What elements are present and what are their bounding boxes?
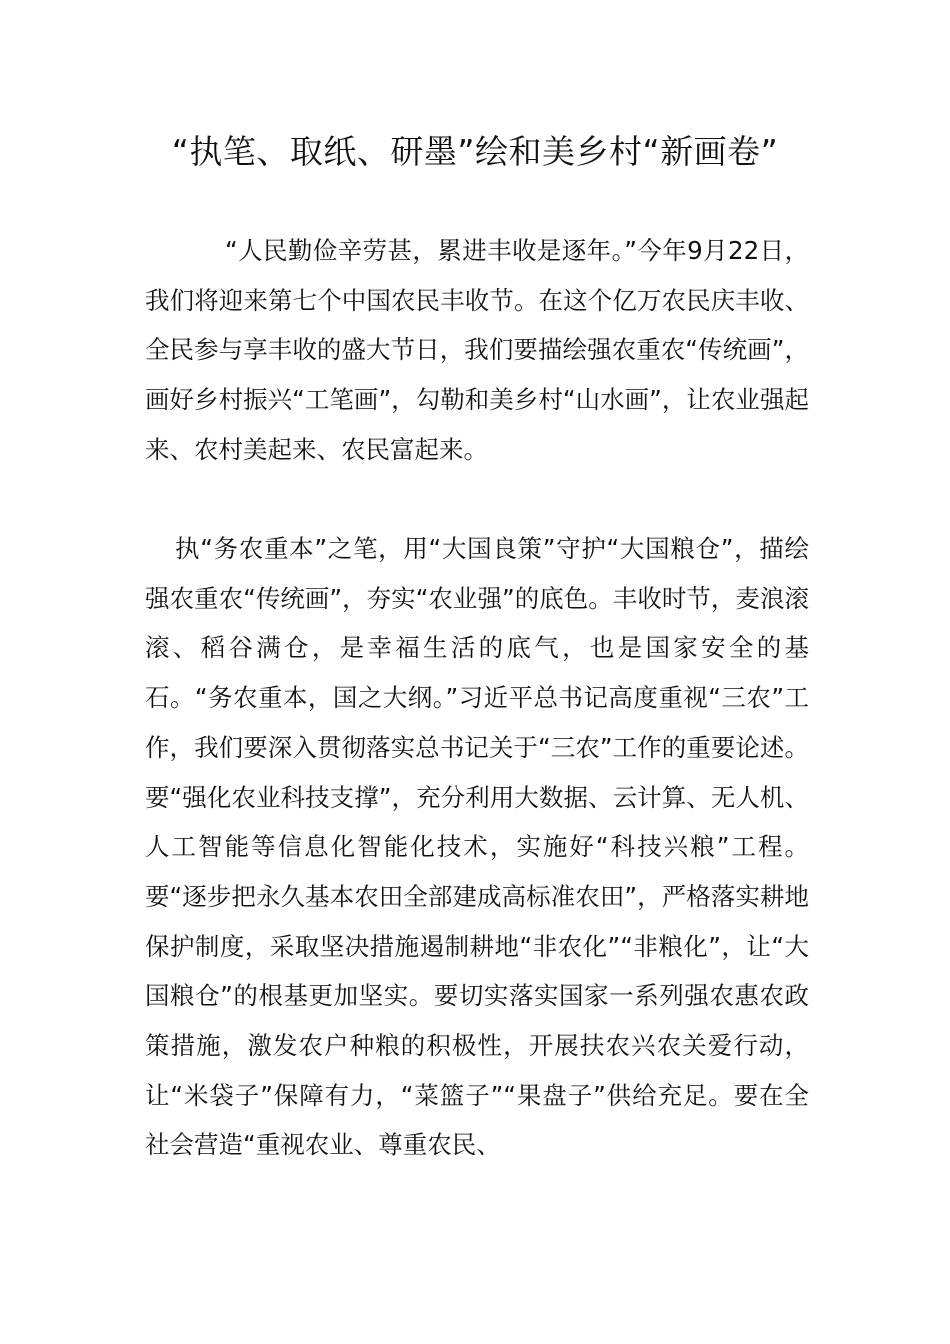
- document-title: “执笔、取纸、研墨”绘和美乡村“新画卷”: [171, 132, 779, 171]
- paragraph-2: 执“务农重本”之笔，用“大国良策”守护“大国粮仓”，描绘强农重农“传统画”，夯实“农业强”的底色。丰收时节，麦浪滚滚、稻谷满仓，是幸福生活的底气，也是国家安全的基石。“务农重本，国之大纲。”习近平总书记高度重视“三农”工作，我们要深入贯彻落实总书记关于“三农”工作的重要论述。要“强化农业科技支撑”，充分利用大数据、云计算、无人机、人工智能等信息化智能化技术，实施好“科技兴粮”工程。要“逐步把永久基本农田全部建成高标准农田”，严格落实耕地保护制度，采取坚决措施遏制耕地“非农化”“非粮化”，让“大国粮仓”的根基更加坚实。要切实落实国家一系列强农惠农政策措施，激发农户种粮的积极性，开展扶农兴农关爱行动，让“米袋子”保障有力，“菜篮子”“果盘子”供给充足。要在全社会营造“重视农业、尊重农民、: [145, 534, 809, 1160]
- paragraph-1: “人民勤俭辛劳甚，累进丰收是逐年。”今年9月22日，我们将迎来第七个中国农民丰收节。在这个亿万农民庆丰收、全民参与享丰收的盛大节日，我们要描绘强农重农“传统画”，画好乡村振兴“工笔画”，勾勒和美乡村“山水画”，让农业强起来、农村美起来、农民富起来。: [145, 236, 809, 464]
